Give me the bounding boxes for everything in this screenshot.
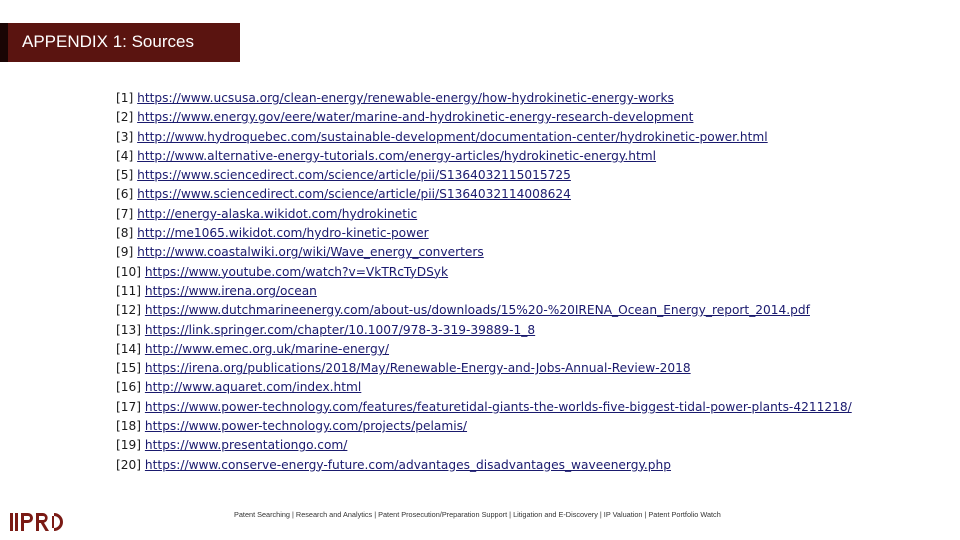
reference-number: [5] xyxy=(116,168,134,183)
title-banner xyxy=(0,23,240,62)
reference-link[interactable]: http://www.emec.org.uk/marine-energy/ xyxy=(144,341,390,356)
reference-item xyxy=(116,398,876,417)
reference-item xyxy=(116,243,916,262)
reference-number: [15] xyxy=(116,361,142,376)
reference-number: [12] xyxy=(116,303,142,318)
reference-item xyxy=(116,224,916,243)
reference-number: [1] xyxy=(116,91,134,105)
reference-item xyxy=(116,128,916,147)
reference-link[interactable]: http://me1065.wikidot.com/hydro-kinetic-power xyxy=(137,226,429,241)
reference-item xyxy=(116,436,916,455)
reference-item xyxy=(116,185,916,204)
reference-link[interactable]: https://www.power-technology.com/features/featuretidal-giants-the-worlds-five-biggest-tidal-power-plants-4211218/ xyxy=(144,399,852,414)
reference-item xyxy=(116,89,916,108)
reference-number: [19] xyxy=(116,438,142,453)
reference-number: [20] xyxy=(116,457,142,472)
reference-number: [3] xyxy=(116,129,134,144)
reference-link[interactable]: https://www.sciencedirect.com/science/article/pii/S1364032115015725 xyxy=(137,168,571,183)
reference-link[interactable]: http://energy-alaska.wikidot.com/hydrokinetic xyxy=(137,206,418,221)
reference-item xyxy=(116,456,916,475)
reference-link[interactable]: https://www.presentationgo.com/ xyxy=(144,438,348,453)
reference-link[interactable]: http://www.alternative-energy-tutorials.com/energy-articles/hydrokinetic-energy.html xyxy=(137,148,657,163)
reference-list xyxy=(116,89,916,475)
reference-link[interactable]: https://www.energy.gov/eere/water/marine-and-hydrokinetic-energy-research-development xyxy=(137,110,694,125)
reference-item xyxy=(116,359,916,378)
reference-number: [11] xyxy=(116,283,142,298)
reference-item xyxy=(116,417,916,436)
reference-item xyxy=(116,205,916,224)
reference-link[interactable]: https://link.springer.com/chapter/10.1007/978-3-319-39889-1_8 xyxy=(144,322,536,337)
reference-link[interactable]: https://www.irena.org/ocean xyxy=(144,283,317,298)
title-banner-edge xyxy=(0,23,8,62)
reference-item xyxy=(116,321,916,340)
reference-link[interactable]: http://www.hydroquebec.com/sustainable-development/documentation-center/hydrokinetic-power.html xyxy=(137,129,768,144)
reference-number: [8] xyxy=(116,226,134,241)
reference-number: [4] xyxy=(116,148,134,163)
reference-link[interactable]: https://www.dutchmarineenergy.com/about-us/downloads/15%20-%20IRENA_Ocean_Energy_report_2014.pdf xyxy=(144,303,810,318)
reference-item xyxy=(116,108,916,127)
reference-link[interactable]: https://irena.org/publications/2018/May/Renewable-Energy-and-Jobs-Annual-Review-2018 xyxy=(144,361,691,376)
reference-item xyxy=(116,282,916,301)
reference-number: [13] xyxy=(116,322,142,337)
reference-number: [2] xyxy=(116,110,134,125)
reference-link[interactable]: https://www.sciencedirect.com/science/article/pii/S1364032114008624 xyxy=(137,187,571,202)
reference-item xyxy=(116,301,916,320)
reference-number: [6] xyxy=(116,187,134,202)
reference-link[interactable]: http://www.coastalwiki.org/wiki/Wave_energy_converters xyxy=(137,245,484,260)
reference-item xyxy=(116,166,916,185)
iiprd-logo xyxy=(8,510,72,534)
reference-link[interactable]: https://www.power-technology.com/projects/pelamis/ xyxy=(144,419,468,434)
page-title: APPENDIX 1: Sources xyxy=(22,32,194,51)
reference-item xyxy=(116,263,916,282)
reference-number: [9] xyxy=(116,245,134,260)
reference-link[interactable]: https://www.conserve-energy-future.com/advantages_disadvantages_waveenergy.php xyxy=(144,457,672,472)
reference-link[interactable]: http://www.aquaret.com/index.html xyxy=(144,380,362,395)
reference-item xyxy=(116,147,916,166)
reference-number: [16] xyxy=(116,380,142,395)
reference-number: [10] xyxy=(116,264,142,279)
reference-item xyxy=(116,378,916,397)
reference-number: [7] xyxy=(116,206,134,221)
footer-services: Patent Searching | Research and Analytics | Patent Prosecution/Preparation Support | Litigation and E-Discovery | IP Valuation | Patent Portfolio Watch xyxy=(234,510,721,519)
reference-number: [17] xyxy=(116,399,142,414)
reference-link[interactable]: https://www.ucsusa.org/clean-energy/renewable-energy/how-hydrokinetic-energy-works xyxy=(137,91,674,105)
reference-number: [14] xyxy=(116,341,142,356)
reference-link[interactable]: https://www.youtube.com/watch?v=VkTRcTyDSyk xyxy=(144,264,449,279)
reference-item xyxy=(116,340,916,359)
reference-number: [18] xyxy=(116,419,142,434)
